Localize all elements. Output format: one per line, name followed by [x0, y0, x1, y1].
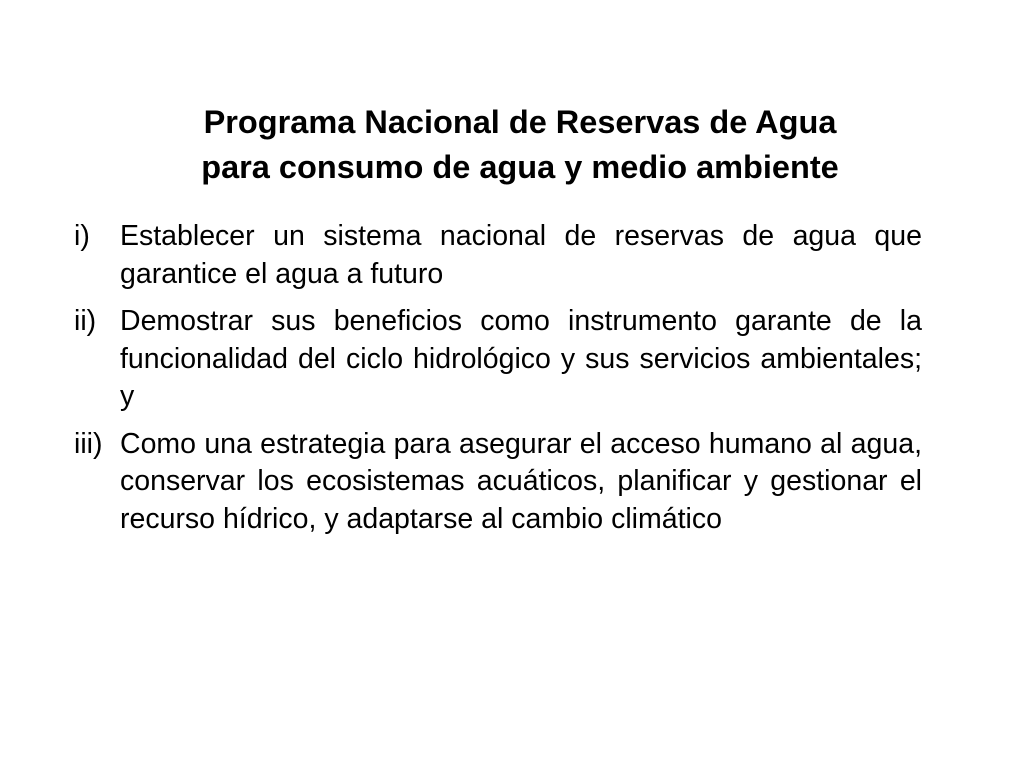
list-item-text: Establecer un sistema nacional de reservas de agua que garantice el agua a futuro — [120, 220, 922, 290]
list-item-2 — [74, 303, 922, 416]
slide-title-line-1: Programa Nacional de Reservas de Agua — [203, 103, 837, 140]
slide-title-line-2: para consumo de agua y medio ambiente — [201, 148, 839, 185]
list-item-number: iii) — [74, 427, 103, 460]
list-item-number: ii) — [74, 305, 97, 337]
list-item-number: i) — [74, 220, 90, 252]
list-item-1 — [74, 218, 922, 293]
objectives-list — [74, 218, 922, 548]
list-item-text: Demostrar sus beneficios como instrumento garante de la funcionalidad del ciclo hidrológico y sus servicios ambientales; y — [120, 305, 922, 412]
list-item-3 — [74, 426, 922, 539]
slide-title — [60, 100, 980, 190]
list-item-text: Como una estrategia para asegurar el acceso humano al agua, conservar los ecosistemas acuáticos, planificar y gestionar el recurso hídrico, y adaptarse al cambio climático — [120, 427, 922, 535]
